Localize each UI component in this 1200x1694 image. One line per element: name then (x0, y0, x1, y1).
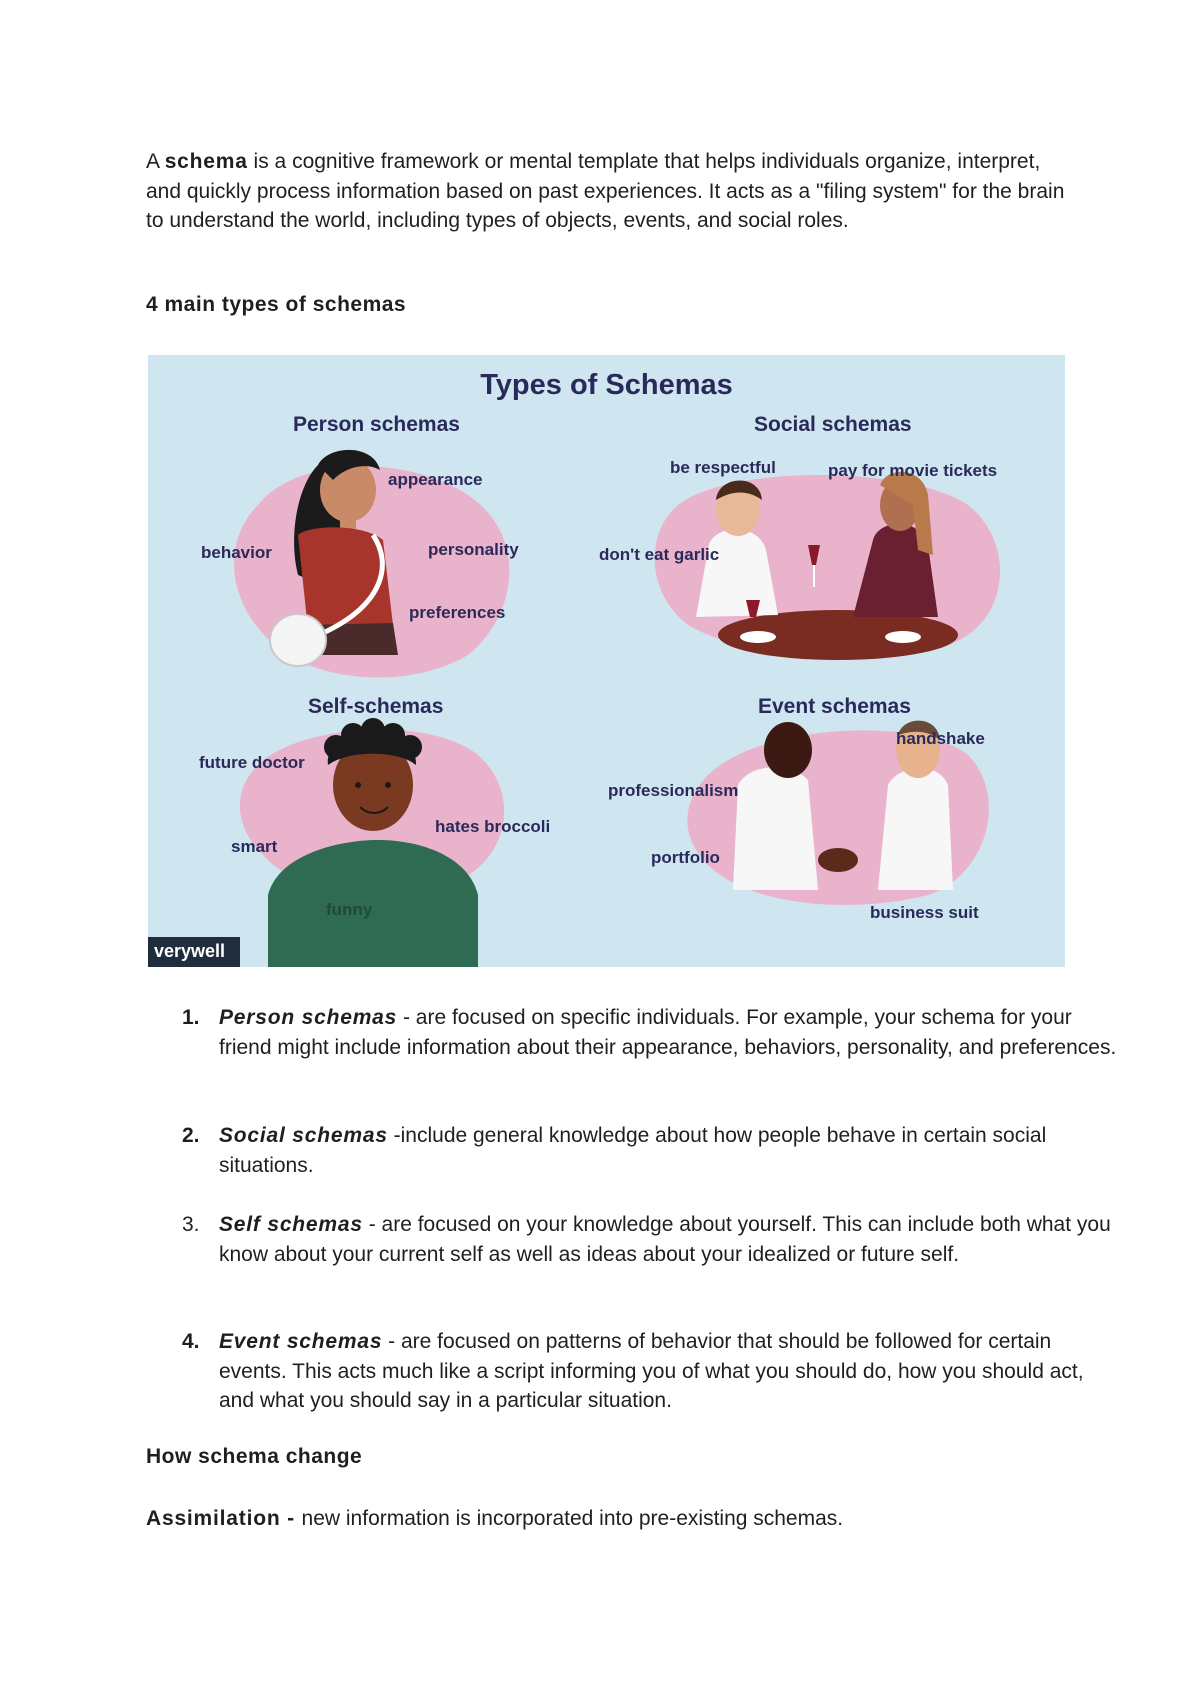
label-handshake: handshake (896, 729, 985, 748)
list-number: 4. (182, 1330, 200, 1353)
label-portfolio: portfolio (651, 848, 720, 867)
list-description: -include general knowledge about how people behave in certain social situations. (219, 1124, 1047, 1177)
change-heading: How schema change (146, 1445, 363, 1468)
figure-title: Types of Schemas (480, 369, 733, 401)
social-schemas-heading: Social schemas (754, 413, 912, 436)
assimilation-term: Assimilation - (146, 1507, 302, 1530)
label-smart: smart (231, 837, 278, 856)
label-hates-broccoli: hates broccoli (435, 817, 551, 836)
label-be-respectful: be respectful (670, 458, 776, 477)
label-personality: personality (428, 540, 519, 559)
label-behavior: behavior (201, 543, 272, 562)
list-term: Event schemas (219, 1330, 383, 1353)
intro-prefix: A (146, 150, 165, 173)
intro-body: is a cognitive framework or mental template that helps individuals organize, interpret, and quickly process information based on past experiences. It acts as a "filing system" for the brain to understand the world, including types of objects, events, and social roles. (146, 150, 1065, 232)
section-heading: 4 main types of schemas (146, 293, 407, 316)
label-appearance: appearance (388, 470, 483, 489)
intro-term: schema (164, 150, 248, 173)
list-item-text (219, 1327, 1119, 1416)
self-schemas-heading: Self-schemas (308, 695, 444, 718)
list-item-text (219, 1210, 1119, 1269)
verywell-logo: verywell (154, 941, 226, 961)
label-preferences: preferences (409, 603, 506, 622)
list-description: - are focused on specific individuals. For example, your schema for your friend might include information about their appearance, behaviors, personality, and preferences. (219, 1006, 1117, 1059)
intro-paragraph (146, 147, 1066, 236)
label-dont-eat-garlic: don't eat garlic (599, 545, 720, 564)
list-item-text (219, 1121, 1119, 1180)
list-description: - are focused on your knowledge about yourself. This can include both what you know about your current self as well as ideas about your idealized or future self. (219, 1213, 1111, 1266)
label-professionalism: professionalism (608, 781, 739, 800)
label-business-suit: business suit (870, 903, 979, 922)
event-schemas-heading: Event schemas (758, 695, 911, 718)
types-of-schemas-figure (148, 355, 1065, 967)
list-term: Self schemas (219, 1213, 363, 1236)
person-schemas-heading: Person schemas (293, 413, 460, 436)
list-item-text (219, 1003, 1119, 1062)
label-pay-for-movie-tickets: pay for movie tickets (828, 461, 998, 480)
list-number: 2. (182, 1124, 200, 1147)
label-funny: funny (326, 900, 373, 919)
list-description: - are focused on patterns of behavior that should be followed for certain events. This acts much like a script informing you of what you should do, how you should act, and what you should say in a particular situation. (219, 1330, 1084, 1412)
list-term: Social schemas (219, 1124, 388, 1147)
list-number: 1. (182, 1006, 200, 1029)
list-term: Person schemas (219, 1006, 398, 1029)
assimilation-text: new information is incorporated into pre-existing schemas. (301, 1507, 844, 1530)
assimilation-paragraph (146, 1504, 1066, 1534)
list-number: 3. (182, 1213, 200, 1236)
figure-illustration (148, 355, 1065, 967)
label-future-doctor: future doctor (199, 753, 305, 772)
